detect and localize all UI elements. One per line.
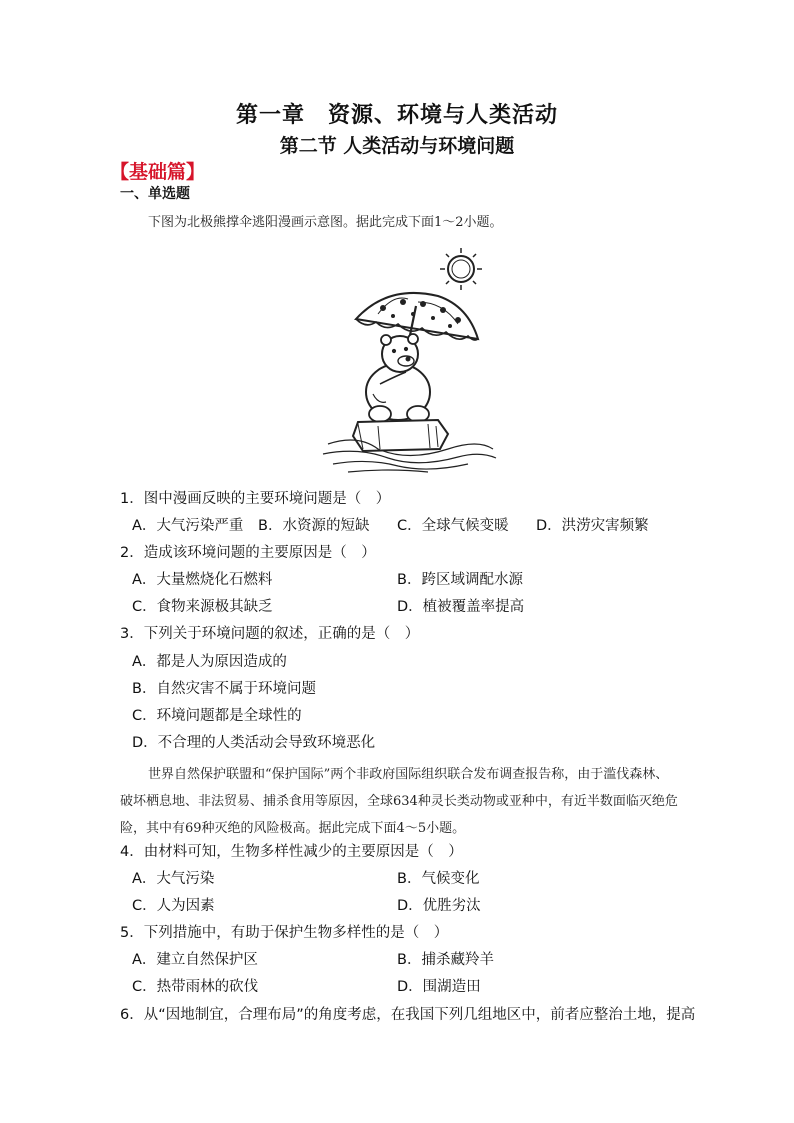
polar-bear-cartoon — [318, 244, 498, 474]
question-2-stem: 2．造成该环境问题的主要原因是（ ） — [120, 545, 376, 561]
question-5-option-b: B．捕杀藏羚羊 — [397, 952, 494, 968]
question-5-option-c: C．热带雨林的砍伐 — [132, 979, 259, 995]
question-4-option-b: B．气候变化 — [397, 871, 480, 887]
question-3-option-b: B．自然灾害不属于环境问题 — [132, 681, 316, 697]
question-2-option-d: D．植被覆盖率提高 — [397, 599, 525, 615]
question-1-stem: 1．图中漫画反映的主要环境问题是（ ） — [120, 491, 391, 507]
question-1-option-c: C．全球气候变暖 — [397, 518, 509, 534]
question-1-option-b: B．水资源的短缺 — [258, 518, 370, 534]
question-6-stem: 6．从“因地制宜，合理布局”的角度考虑，在我国下列几组地区中，前者应整治土地，提高 — [120, 1007, 696, 1023]
sun-icon — [440, 248, 482, 290]
question-3-stem: 3．下列关于环境问题的叙述，正确的是（ ） — [120, 626, 420, 642]
question-1-option-d: D．洪涝灾害频繁 — [536, 518, 649, 534]
question-4-stem: 4．由材料可知，生物多样性减少的主要原因是（ ） — [120, 844, 463, 860]
ice-floe — [353, 420, 448, 451]
question-2-option-b: B．跨区域调配水源 — [397, 572, 523, 588]
question-1-option-a: A．大气污染严重 — [132, 518, 244, 534]
question-2-option-a: A．大量燃烧化石燃料 — [132, 572, 273, 588]
intro-text: 下图为北极熊撑伞逃阳漫画示意图。据此完成下面1～2小题。 — [148, 215, 503, 230]
question-5-option-d: D．围湖造田 — [397, 979, 481, 995]
question-4-option-c: C．人为因素 — [132, 898, 215, 914]
question-4-option-d: D．优胜劣汰 — [397, 898, 481, 914]
question-2-option-c: C．食物来源极其缺乏 — [132, 599, 273, 615]
question-4-option-a: A．大气污染 — [132, 871, 215, 887]
chapter-title: 第一章 资源、环境与人类活动 — [235, 102, 558, 128]
level-label: 【基础篇】 — [110, 161, 206, 183]
question-3-option-d: D．不合理的人类活动会导致环境恶化 — [132, 735, 376, 751]
question-5-stem: 5．下列措施中，有助于保护生物多样性的是（ ） — [120, 925, 449, 941]
section-title: 第二节 人类活动与环境问题 — [279, 135, 515, 157]
part-heading: 一、单选题 — [120, 186, 190, 202]
polar-bear — [366, 334, 430, 422]
reading-material: 世界自然保护联盟和“保护国际”两个非政府国际组织联合发布调查报告称，由于滥伐森林、破坏栖息地、非法贸易、捕杀食用等原因，全球634种灵长类动物或亚种中，有近半数面临灭绝危险，其中有69种灭绝的风险极高。据此完成下面4～5小题。 — [120, 767, 678, 836]
question-3-option-a: A．都是人为原因造成的 — [132, 654, 287, 670]
question-3-option-c: C．环境问题都是全球性的 — [132, 708, 302, 724]
question-5-option-a: A．建立自然保护区 — [132, 952, 258, 968]
